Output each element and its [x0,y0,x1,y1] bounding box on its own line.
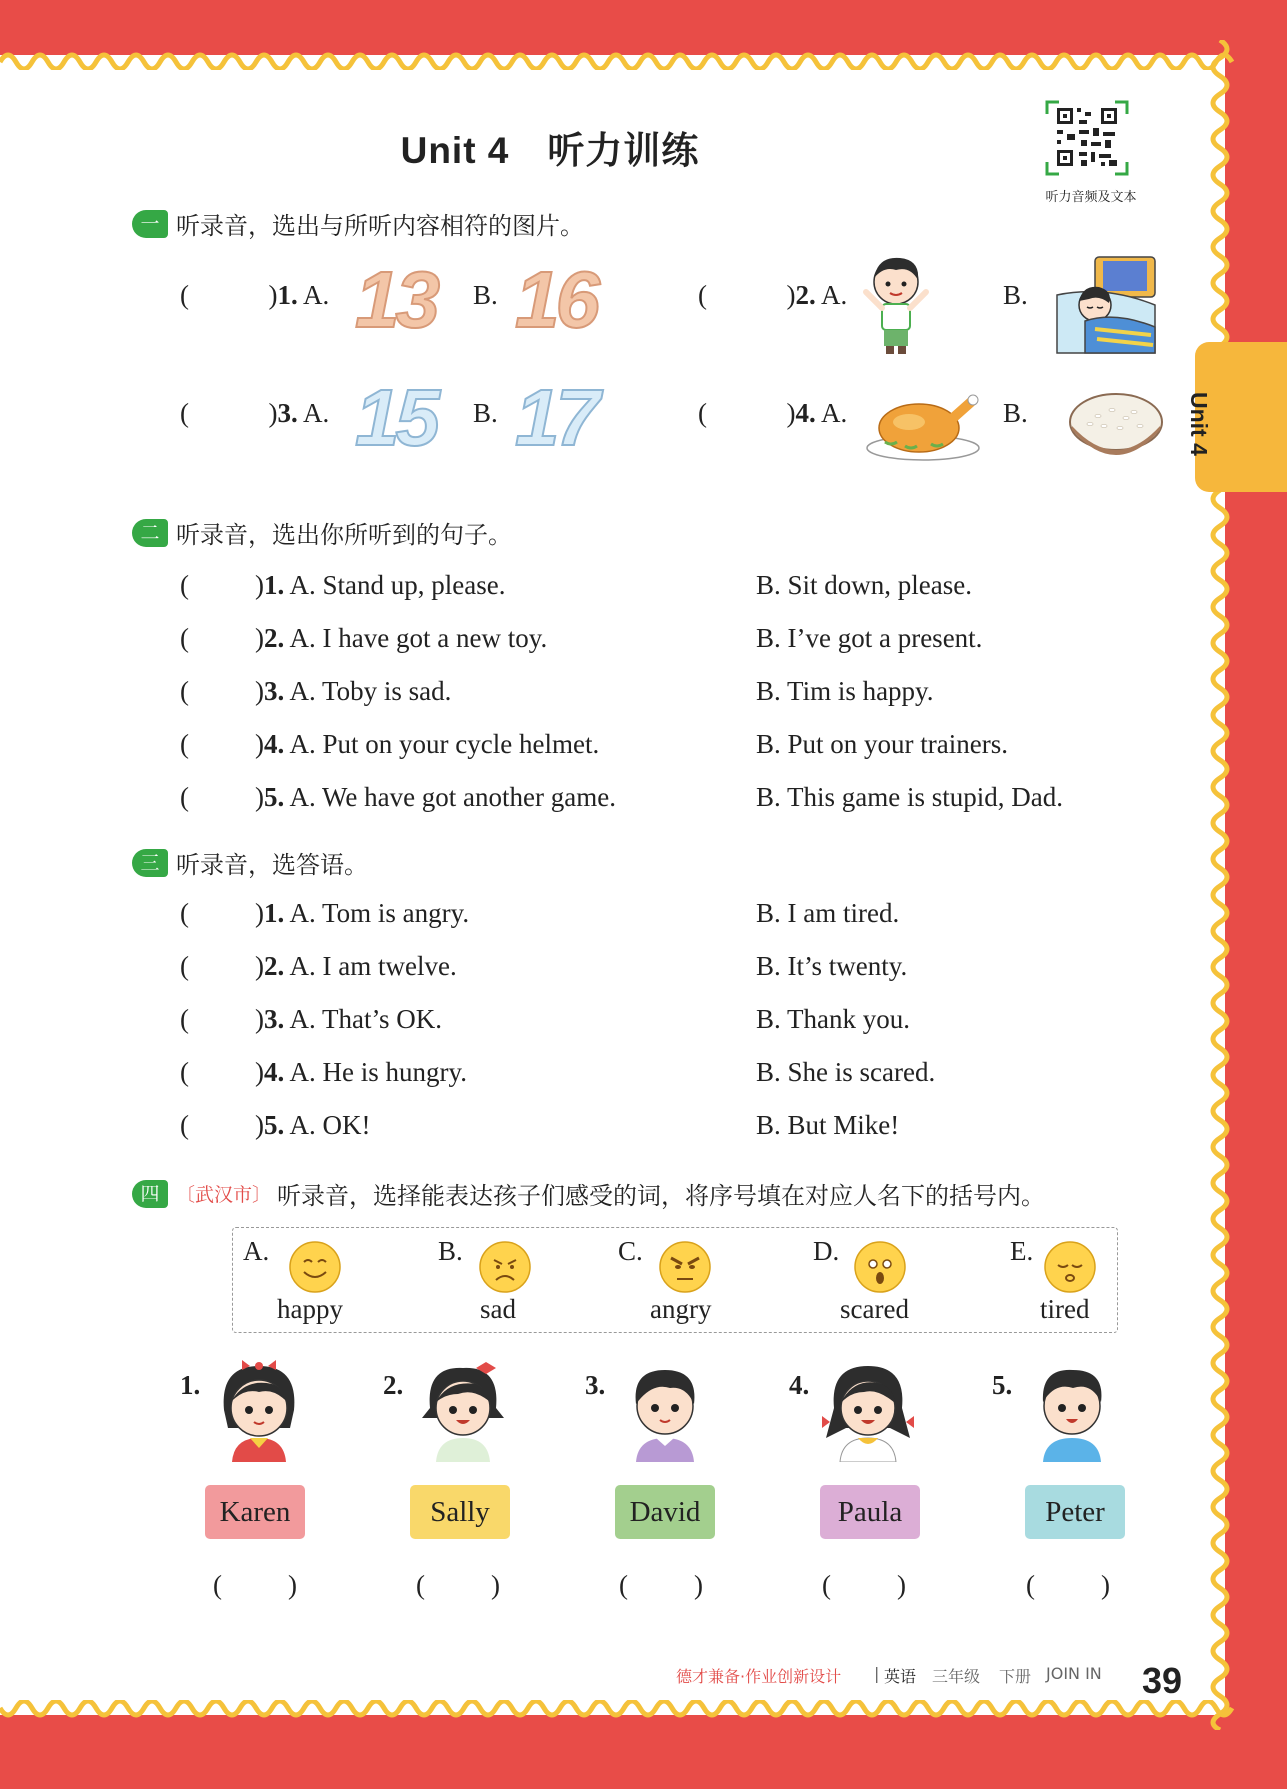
answer-paren-close: ) [491,1570,500,1600]
section2-instruction: 听录音，选出你所听到的句子。 [176,521,512,549]
child-number: 5. [992,1370,1013,1400]
answer-paren-open: ( [1026,1570,1035,1600]
option-a-label: A. [303,280,330,310]
s3-item3 [180,1004,442,1035]
angry-face-icon [658,1240,712,1294]
option-b: B. But Mike! [756,1110,900,1140]
option-b: B. It’s twenty. [756,951,908,981]
s2-item1 [180,570,505,601]
option-a-label: A. [821,280,848,310]
section4-instruction: 听录音，选择能表达孩子们感受的词，将序号填在对应人名下的括号内。 [277,1182,1046,1210]
answer-paren-open: ( [180,1004,189,1034]
s3-item4 [180,1057,467,1088]
answer-paren-close: ) [786,280,796,310]
qr-code-icon[interactable] [1045,100,1129,176]
answer-slot-sally[interactable] [416,1570,500,1601]
answer-paren-open: ( [180,676,189,706]
answer-paren-close: ) [786,398,796,428]
child-number: 2. [383,1370,404,1400]
answer-paren-open: ( [698,280,707,310]
option-b: B. This game is stupid, Dad. [756,782,1063,812]
item-number: 3. [264,676,285,706]
section2-badge: 二 [132,519,168,547]
answer-slot-peter[interactable] [1026,1570,1110,1601]
option-b: B. Put on your trainers. [756,729,1008,759]
item-number: 3. [264,1004,285,1034]
s1-item1 [180,280,329,311]
answer-paren-open: ( [180,398,189,428]
section2-heading [132,515,512,550]
s1-item4 [698,398,847,429]
footer-subject: 英语 [884,1667,917,1686]
answer-slot-david[interactable] [619,1570,703,1601]
answer-paren-open: ( [180,570,189,600]
section1-heading [132,206,584,241]
section4-heading [132,1176,1045,1211]
item-number: 2. [264,951,285,981]
tired-face-icon [1043,1240,1097,1294]
boy-waving-icon [860,252,932,356]
section3-badge: 三 [132,849,168,877]
section3-heading [132,845,368,880]
option-b-label: B. [1003,280,1028,310]
option-b: B. Sit down, please. [756,570,972,600]
emotion-letter: E. [1010,1236,1034,1266]
item-number: 2. [264,623,285,653]
emotion-word: scared [840,1294,909,1324]
option-b: B. Tim is happy. [756,676,934,706]
item-number: 1. [264,898,285,928]
paula-portrait-icon [820,1358,916,1462]
answer-paren-close: ) [255,782,264,812]
section1-instruction: 听录音，选出与所听内容相符的图片。 [176,212,584,240]
boy-sleeping-icon [1055,255,1157,355]
answer-paren-open: ( [180,729,189,759]
unit-side-tab-label: Unit 4 [1186,392,1212,456]
answer-slot-paula[interactable] [822,1570,906,1601]
s3-item1 [180,898,469,929]
name-tag-paula: Paula [820,1485,920,1539]
child-number: 4. [789,1370,810,1400]
option-a: A. That’s OK. [289,1004,443,1034]
footer-divider: | [874,1664,880,1683]
emotion-word: sad [480,1294,516,1324]
section3-instruction: 听录音，选答语。 [176,851,368,879]
answer-paren-close: ) [255,1004,264,1034]
emotion-letter: C. [618,1236,643,1266]
emotion-word: happy [277,1294,343,1324]
option-b: B. Thank you. [756,1004,910,1034]
answer-paren-open: ( [416,1570,425,1600]
item-number: 4. [795,398,816,428]
item-number: 2. [795,280,816,310]
section4-badge: 四 [132,1180,168,1208]
answer-paren-open: ( [180,1110,189,1140]
answer-paren-close: ) [255,623,264,653]
option-a: A. I have got a new toy. [289,623,548,653]
option-a: A. Put on your cycle helmet. [289,729,600,759]
section1-badge: 一 [132,210,168,238]
name-tag-sally: Sally [410,1485,510,1539]
footer-term: 下册 [999,1667,1032,1686]
option-b-label: B. [1003,398,1028,428]
answer-paren-close: ) [268,280,278,310]
item-number: 1. [277,280,298,310]
option-b: B. She is scared. [756,1057,936,1087]
answer-paren-open: ( [180,280,189,310]
option-a: A. He is hungry. [289,1057,467,1087]
region-tag: 〔武汉市〕 [176,1184,272,1206]
footer-grade: 三年级 [932,1667,981,1686]
footer-edition: JOIN IN [1046,1664,1102,1683]
number-13-image: 13 [355,255,436,344]
wavy-border-bottom [0,1700,1235,1730]
qr-caption: 听力音频及文本 [1045,190,1137,205]
emotion-letter: A. [243,1236,270,1266]
answer-paren-close: ) [255,676,264,706]
answer-paren-close: ) [255,729,264,759]
item-number: 5. [264,782,285,812]
option-a: A. Toby is sad. [289,676,452,706]
child-number: 1. [180,1370,201,1400]
peter-portrait-icon [1027,1358,1117,1462]
option-b-label: B. [473,280,498,310]
option-a: A. I am twelve. [289,951,457,981]
emotion-letter: B. [438,1236,463,1266]
emotion-letter: D. [813,1236,840,1266]
option-b: B. I am tired. [756,898,900,928]
footer-brand: 德才兼备·作业创新设计 [676,1667,842,1686]
number-17-image: 17 [515,373,596,462]
s2-item2 [180,623,547,654]
roast-chicken-icon [865,388,981,464]
wavy-border-top [0,40,1235,70]
s3-item5 [180,1110,371,1141]
answer-paren-close: ) [897,1570,906,1600]
item-number: 4. [264,729,285,759]
number-15-image: 15 [355,373,436,462]
item-number: 4. [264,1057,285,1087]
sad-face-icon [478,1240,532,1294]
karen-portrait-icon [214,1358,304,1462]
s1-item3 [180,398,329,429]
answer-paren-open: ( [180,623,189,653]
answer-paren-close: ) [1101,1570,1110,1600]
name-tag-karen: Karen [205,1485,305,1539]
s2-item5 [180,782,616,813]
wavy-border-right [1210,40,1240,1730]
s3-item2 [180,951,457,982]
answer-paren-open: ( [822,1570,831,1600]
option-a-label: A. [303,398,330,428]
answer-paren-close: ) [255,570,264,600]
answer-paren-open: ( [213,1570,222,1600]
answer-paren-close: ) [268,398,278,428]
page-title: Unit 4 听力训练 [400,130,700,171]
item-number: 3. [277,398,298,428]
item-number: 5. [264,1110,285,1140]
s1-item2 [698,280,847,311]
answer-paren-open: ( [180,782,189,812]
name-tag-david: David [615,1485,715,1539]
answer-slot-karen[interactable] [213,1570,297,1601]
name-tag-peter: Peter [1025,1485,1125,1539]
happy-face-icon [288,1240,342,1294]
answer-paren-close: ) [288,1570,297,1600]
answer-paren-close: ) [694,1570,703,1600]
emotion-word: angry [650,1294,712,1324]
answer-paren-open: ( [180,1057,189,1087]
option-a: A. Tom is angry. [289,898,470,928]
s2-item3 [180,676,451,707]
option-a: A. We have got another game. [289,782,616,812]
answer-paren-open: ( [698,398,707,428]
option-b: B. I’ve got a present. [756,623,983,653]
child-number: 3. [585,1370,606,1400]
david-portrait-icon [620,1358,710,1462]
option-a: A. Stand up, please. [289,570,506,600]
answer-paren-open: ( [180,898,189,928]
number-16-image: 16 [515,255,596,344]
answer-paren-close: ) [255,1110,264,1140]
answer-paren-close: ) [255,951,264,981]
emotion-word: tired [1040,1294,1090,1324]
option-a: A. OK! [289,1110,371,1140]
scared-face-icon [853,1240,907,1294]
option-a-label: A. [821,398,848,428]
s2-item4 [180,729,599,760]
item-number: 1. [264,570,285,600]
answer-paren-open: ( [619,1570,628,1600]
answer-paren-close: ) [255,898,264,928]
sally-portrait-icon [418,1358,508,1462]
answer-paren-close: ) [255,1057,264,1087]
page-number: 39 [1142,1660,1183,1701]
option-b-label: B. [473,398,498,428]
answer-paren-open: ( [180,951,189,981]
rice-bowl-icon [1068,390,1164,466]
